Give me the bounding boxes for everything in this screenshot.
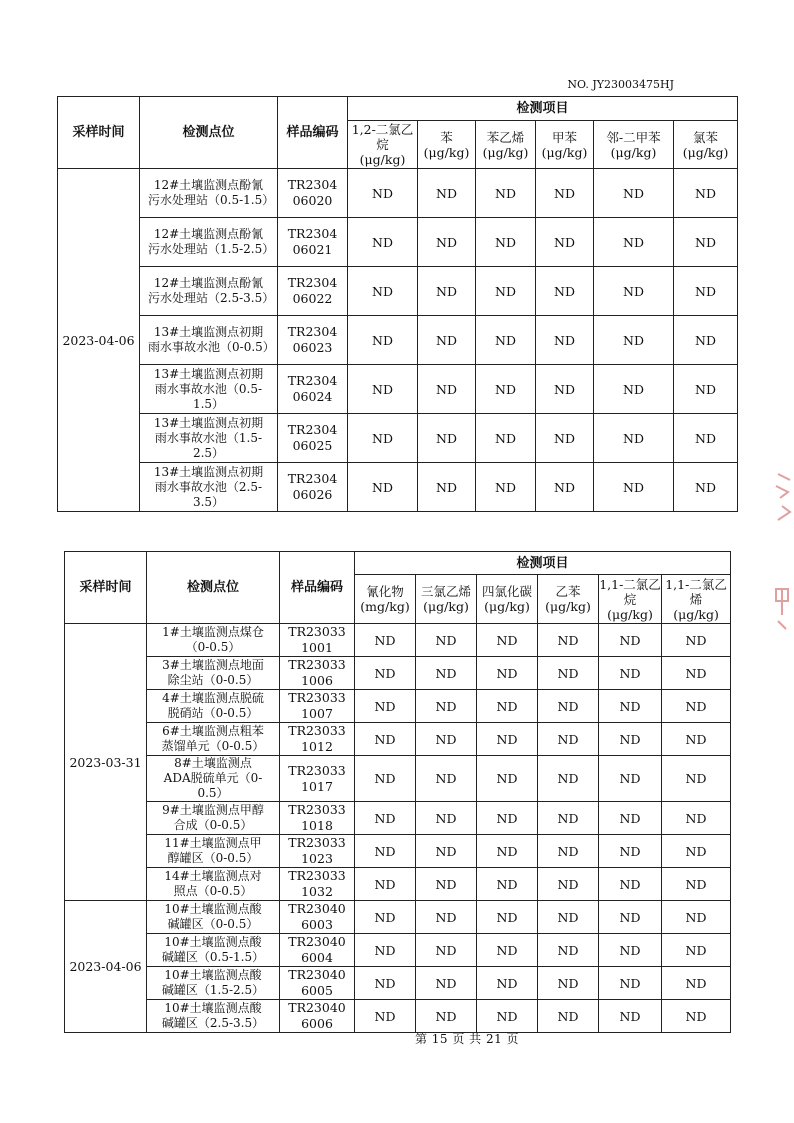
column-name: 三氯乙烯 xyxy=(420,584,471,599)
value-cell: ND xyxy=(599,901,662,934)
value-cell: ND xyxy=(418,218,476,267)
location-cell: 10#土壤监测点酸碱罐区（2.5-3.5） xyxy=(147,1000,280,1033)
column-unit: (μg/kg) xyxy=(607,606,653,622)
column-name: 1,1-二氯乙烷 xyxy=(599,576,661,607)
column-name: 氰化物 xyxy=(366,584,404,599)
value-cell: ND xyxy=(662,756,731,802)
value-cell: ND xyxy=(674,365,738,414)
value-cell: ND xyxy=(536,316,594,365)
location-cell: 12#土壤监测点酚氰污水处理站（0.5-1.5） xyxy=(140,169,278,218)
page-number: 第 15 页 共 21 页 xyxy=(414,1032,520,1046)
value-cell: ND xyxy=(674,414,738,463)
value-cell: ND xyxy=(536,169,594,218)
value-cell: ND xyxy=(476,316,536,365)
value-cell: ND xyxy=(662,868,731,901)
sample-code-cell: TR230406026 xyxy=(278,463,348,512)
value-cell: ND xyxy=(594,316,674,365)
value-cell: ND xyxy=(416,657,477,690)
value-cell: ND xyxy=(599,756,662,802)
value-cell: ND xyxy=(662,624,731,657)
column-header xyxy=(536,121,594,169)
column-unit: (μg/kg) xyxy=(423,599,469,614)
table-row xyxy=(65,901,731,934)
value-cell: ND xyxy=(538,901,599,934)
sample-code-cell: TR230406024 xyxy=(278,365,348,414)
value-cell: ND xyxy=(476,169,536,218)
value-cell: ND xyxy=(538,756,599,802)
value-cell: ND xyxy=(477,802,538,835)
value-cell: ND xyxy=(662,835,731,868)
value-cell: ND xyxy=(355,868,416,901)
value-cell: ND xyxy=(418,365,476,414)
value-cell: ND xyxy=(538,835,599,868)
value-cell: ND xyxy=(674,218,738,267)
column-name: 邻-二甲苯 xyxy=(606,129,661,145)
value-cell: ND xyxy=(536,463,594,512)
table-row xyxy=(58,365,738,414)
table-row xyxy=(65,868,731,901)
value-cell: ND xyxy=(594,267,674,316)
sample-code-cell: TR230406006 xyxy=(280,1000,355,1033)
value-cell: ND xyxy=(477,868,538,901)
column-name: 氯苯 xyxy=(693,129,719,145)
value-cell: ND xyxy=(662,657,731,690)
value-cell: ND xyxy=(355,756,416,802)
table-row xyxy=(65,802,731,835)
value-cell: ND xyxy=(674,463,738,512)
location-cell: 4#土壤监测点脱硫脱硝站（0-0.5） xyxy=(147,690,280,723)
column-unit: (μg/kg) xyxy=(682,144,729,160)
value-cell: ND xyxy=(536,218,594,267)
value-cell: ND xyxy=(476,218,536,267)
value-cell: ND xyxy=(416,868,477,901)
column-unit: (μg/kg) xyxy=(610,144,657,160)
value-cell: ND xyxy=(594,365,674,414)
column-name: 四氯化碳 xyxy=(481,584,532,599)
table-row xyxy=(58,218,738,267)
value-cell: ND xyxy=(599,723,662,756)
value-cell: ND xyxy=(416,1000,477,1033)
location-cell: 14#土壤监测点对照点（0-0.5） xyxy=(147,868,280,901)
column-header xyxy=(355,575,416,624)
column-header xyxy=(662,575,731,624)
column-unit: (mg/kg) xyxy=(360,599,410,614)
sample-code-cell: TR230331018 xyxy=(280,802,355,835)
value-cell: ND xyxy=(662,1000,731,1033)
value-cell: ND xyxy=(662,901,731,934)
value-cell: ND xyxy=(355,835,416,868)
stamp-mark-upper xyxy=(768,470,794,530)
column-header xyxy=(538,575,599,624)
header-test-items: 检测项目 xyxy=(348,97,738,121)
sample-code-cell: TR230406021 xyxy=(278,218,348,267)
value-cell: ND xyxy=(348,316,418,365)
value-cell: ND xyxy=(662,802,731,835)
value-cell: ND xyxy=(477,934,538,967)
value-cell: ND xyxy=(355,624,416,657)
column-header xyxy=(599,575,662,624)
value-cell: ND xyxy=(599,868,662,901)
column-name: 苯乙烯 xyxy=(486,129,525,145)
value-cell: ND xyxy=(477,723,538,756)
table-row xyxy=(58,414,738,463)
value-cell: ND xyxy=(416,756,477,802)
value-cell: ND xyxy=(418,414,476,463)
value-cell: ND xyxy=(674,169,738,218)
sample-code-cell: TR230331001 xyxy=(280,624,355,657)
sample-code-cell: TR230331006 xyxy=(280,657,355,690)
value-cell: ND xyxy=(416,723,477,756)
value-cell: ND xyxy=(348,463,418,512)
column-unit: (μg/kg) xyxy=(673,606,719,622)
sample-code-cell: TR230406004 xyxy=(280,934,355,967)
value-cell: ND xyxy=(536,365,594,414)
value-cell: ND xyxy=(416,901,477,934)
value-cell: ND xyxy=(477,657,538,690)
table-row xyxy=(65,1000,731,1033)
value-cell: ND xyxy=(662,690,731,723)
table-row xyxy=(65,967,731,1000)
value-cell: ND xyxy=(538,690,599,723)
value-cell: ND xyxy=(477,835,538,868)
value-cell: ND xyxy=(416,690,477,723)
value-cell: ND xyxy=(599,1000,662,1033)
location-cell: 11#土壤监测点甲醇罐区（0-0.5） xyxy=(147,835,280,868)
column-header xyxy=(477,575,538,624)
sample-code-cell: TR230406005 xyxy=(280,967,355,1000)
value-cell: ND xyxy=(348,218,418,267)
sampling-date-cell: 2023-04-06 xyxy=(58,169,140,512)
table-row xyxy=(58,267,738,316)
table-row xyxy=(65,657,731,690)
table-row xyxy=(65,624,731,657)
table-row xyxy=(65,835,731,868)
header-sample-code: 样品编码 xyxy=(278,97,348,169)
header-sampling-time: 采样时间 xyxy=(58,97,140,169)
value-cell: ND xyxy=(416,835,477,868)
sample-code-cell: TR230331007 xyxy=(280,690,355,723)
value-cell: ND xyxy=(476,414,536,463)
value-cell: ND xyxy=(599,657,662,690)
value-cell: ND xyxy=(477,624,538,657)
column-unit: (μg/kg) xyxy=(484,599,530,614)
value-cell: ND xyxy=(594,218,674,267)
sample-code-cell: TR230406023 xyxy=(278,316,348,365)
location-cell: 6#土壤监测点粗苯蒸馏单元（0-0.5） xyxy=(147,723,280,756)
table-row xyxy=(58,316,738,365)
value-cell: ND xyxy=(662,723,731,756)
value-cell: ND xyxy=(476,267,536,316)
column-header xyxy=(348,121,418,169)
header-test-items: 检测项目 xyxy=(355,552,731,575)
sample-code-cell: TR230406022 xyxy=(278,267,348,316)
results-table-1 xyxy=(57,96,738,512)
column-name: 甲苯 xyxy=(551,129,577,145)
column-unit: (μg/kg) xyxy=(545,599,591,614)
location-cell: 3#土壤监测点地面除尘站（0-0.5） xyxy=(147,657,280,690)
value-cell: ND xyxy=(594,414,674,463)
value-cell: ND xyxy=(599,835,662,868)
value-cell: ND xyxy=(348,414,418,463)
value-cell: ND xyxy=(477,1000,538,1033)
value-cell: ND xyxy=(599,967,662,1000)
stamp-mark-lower xyxy=(768,585,794,635)
value-cell: ND xyxy=(355,802,416,835)
column-unit: (μg/kg) xyxy=(541,144,588,160)
value-cell: ND xyxy=(418,267,476,316)
value-cell: ND xyxy=(416,934,477,967)
value-cell: ND xyxy=(418,316,476,365)
value-cell: ND xyxy=(538,934,599,967)
value-cell: ND xyxy=(416,624,477,657)
page-footer xyxy=(0,1030,794,1047)
value-cell: ND xyxy=(536,267,594,316)
column-name: 苯 xyxy=(440,129,453,145)
column-unit: (μg/kg) xyxy=(423,144,470,160)
value-cell: ND xyxy=(355,1000,416,1033)
header-sample-code: 样品编码 xyxy=(280,552,355,624)
column-header xyxy=(594,121,674,169)
value-cell: ND xyxy=(477,756,538,802)
column-header xyxy=(476,121,536,169)
value-cell: ND xyxy=(355,967,416,1000)
header-sampling-time: 采样时间 xyxy=(65,552,147,624)
value-cell: ND xyxy=(416,967,477,1000)
value-cell: ND xyxy=(348,365,418,414)
value-cell: ND xyxy=(538,723,599,756)
value-cell: ND xyxy=(418,463,476,512)
value-cell: ND xyxy=(418,169,476,218)
value-cell: ND xyxy=(674,267,738,316)
location-cell: 10#土壤监测点酸碱罐区（1.5-2.5） xyxy=(147,967,280,1000)
column-name: 乙苯 xyxy=(555,584,581,599)
value-cell: ND xyxy=(599,934,662,967)
column-header xyxy=(674,121,738,169)
value-cell: ND xyxy=(476,463,536,512)
value-cell: ND xyxy=(594,463,674,512)
sample-code-cell: TR230406003 xyxy=(280,901,355,934)
value-cell: ND xyxy=(348,267,418,316)
table-row xyxy=(58,169,738,218)
table-row xyxy=(65,934,731,967)
sample-code-cell: TR230406025 xyxy=(278,414,348,463)
sampling-date-cell: 2023-03-31 xyxy=(65,624,147,901)
sampling-date-cell: 2023-04-06 xyxy=(65,901,147,1033)
column-unit: (μg/kg) xyxy=(482,144,529,160)
value-cell: ND xyxy=(477,901,538,934)
value-cell: ND xyxy=(355,934,416,967)
value-cell: ND xyxy=(538,657,599,690)
value-cell: ND xyxy=(538,802,599,835)
value-cell: ND xyxy=(674,316,738,365)
table-row xyxy=(58,463,738,512)
value-cell: ND xyxy=(538,624,599,657)
value-cell: ND xyxy=(538,868,599,901)
value-cell: ND xyxy=(599,690,662,723)
header-location: 检测点位 xyxy=(140,97,278,169)
value-cell: ND xyxy=(416,802,477,835)
report-number: NO. JY23003475HJ xyxy=(567,78,674,91)
value-cell: ND xyxy=(536,414,594,463)
location-cell: 8#土壤监测点 ADA脱硫单元（0-0.5） xyxy=(147,756,280,802)
value-cell: ND xyxy=(348,169,418,218)
location-cell: 12#土壤监测点酚氰污水处理站（1.5-2.5） xyxy=(140,218,278,267)
value-cell: ND xyxy=(599,802,662,835)
value-cell: ND xyxy=(538,1000,599,1033)
results-table-2 xyxy=(64,551,731,1033)
column-name: 1,2-二氯乙烷 xyxy=(351,122,414,152)
value-cell: ND xyxy=(662,967,731,1000)
column-unit: (μg/kg) xyxy=(359,152,406,167)
location-cell: 10#土壤监测点酸碱罐区（0.5-1.5） xyxy=(147,934,280,967)
sample-code-cell: TR230331032 xyxy=(280,868,355,901)
value-cell: ND xyxy=(355,657,416,690)
column-header xyxy=(416,575,477,624)
value-cell: ND xyxy=(355,901,416,934)
value-cell: ND xyxy=(538,967,599,1000)
header-location: 检测点位 xyxy=(147,552,280,624)
table-row xyxy=(65,756,731,802)
location-cell: 13#土壤监测点初期雨水事故水池（0-0.5） xyxy=(140,316,278,365)
value-cell: ND xyxy=(355,690,416,723)
column-name: 1,1-二氯乙烯 xyxy=(665,576,727,607)
value-cell: ND xyxy=(355,723,416,756)
value-cell: ND xyxy=(477,690,538,723)
location-cell: 13#土壤监测点初期雨水事故水池（2.5-3.5） xyxy=(140,463,278,512)
value-cell: ND xyxy=(594,169,674,218)
location-cell: 9#土壤监测点甲醇合成（0-0.5） xyxy=(147,802,280,835)
value-cell: ND xyxy=(599,624,662,657)
sample-code-cell: TR230331023 xyxy=(280,835,355,868)
sample-code-cell: TR230331012 xyxy=(280,723,355,756)
sample-code-cell: TR230331017 xyxy=(280,756,355,802)
value-cell: ND xyxy=(476,365,536,414)
location-cell: 13#土壤监测点初期雨水事故水池（0.5-1.5） xyxy=(140,365,278,414)
location-cell: 1#土壤监测点煤仓（0-0.5） xyxy=(147,624,280,657)
sample-code-cell: TR230406020 xyxy=(278,169,348,218)
table-row xyxy=(65,723,731,756)
value-cell: ND xyxy=(477,967,538,1000)
value-cell: ND xyxy=(662,934,731,967)
location-cell: 10#土壤监测点酸碱罐区（0-0.5） xyxy=(147,901,280,934)
location-cell: 12#土壤监测点酚氰污水处理站（2.5-3.5） xyxy=(140,267,278,316)
table-row xyxy=(65,690,731,723)
location-cell: 13#土壤监测点初期雨水事故水池（1.5-2.5） xyxy=(140,414,278,463)
column-header xyxy=(418,121,476,169)
